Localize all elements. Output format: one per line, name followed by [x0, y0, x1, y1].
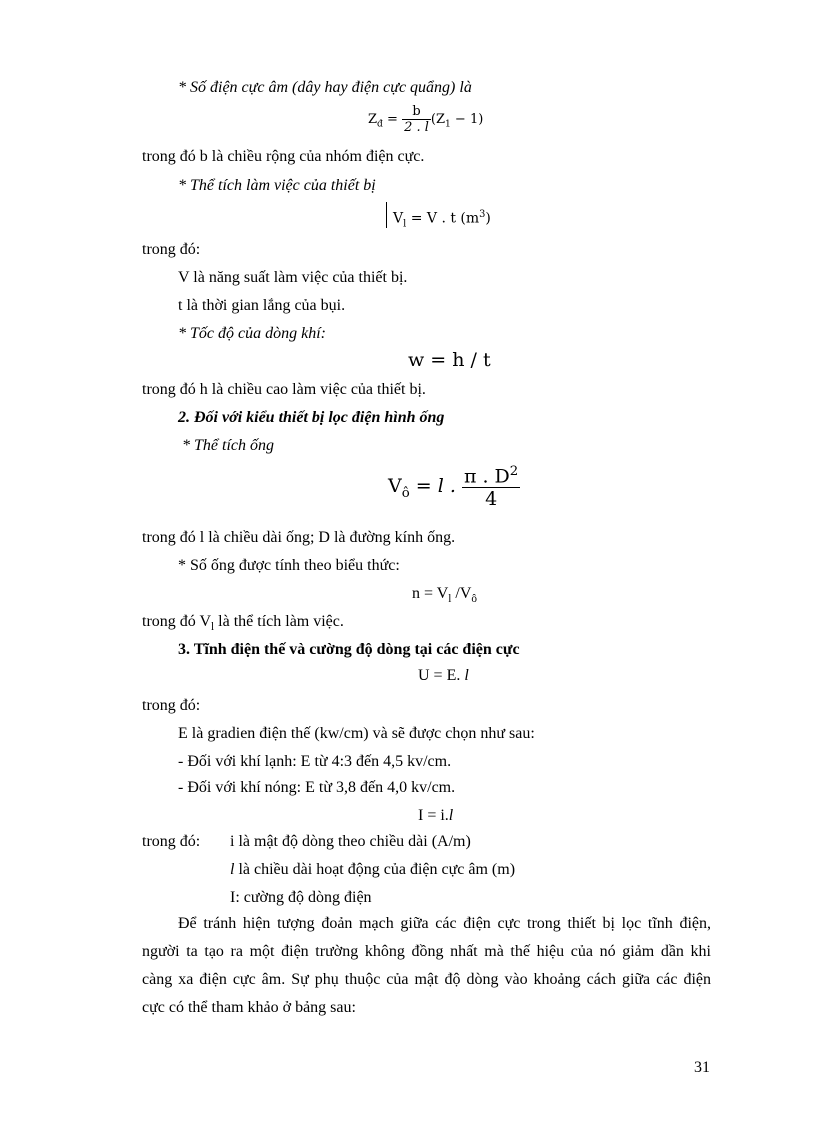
- where-label-2: trong đó:: [142, 697, 201, 714]
- paragraph-line: cực có thể tham khảo ở bảng sau:: [142, 999, 356, 1016]
- where-l-d-text: trong đó l là chiều dài ống; D là đường kính ống.: [142, 529, 456, 546]
- electrode-count-heading: * Số điện cực âm (dây hay điện cực quẩng) là: [178, 79, 472, 96]
- l-definition: l là chiều dài hoạt động của điện cực âm (m): [230, 861, 516, 878]
- tube-volume-heading: * Thể tích ống: [182, 437, 274, 454]
- cold-gas-item: - Đối với khí lạnh: E từ 4:3 đến 4,5 kv/cm.: [178, 753, 452, 770]
- i-definition: i là mật độ dòng theo chiều dài (A/m): [230, 833, 471, 850]
- where-label: trong đó:: [142, 241, 201, 258]
- fraction: $\frac{b}{2 . l}$: [404, 104, 429, 135]
- formula-tube-count: $n = V_l$ $/V_ô$: [412, 585, 477, 606]
- paragraph-line: Để tránh hiện tượng đoản mạch giữa các điện cực trong thiết bị lọc tĩnh điện,: [178, 915, 711, 932]
- volume-heading: * Thể tích làm việc của thiết bị: [178, 177, 376, 194]
- section-3-heading: 3. Tĩnh điện thế và cường độ dòng tại các điện cực: [178, 641, 520, 658]
- formula-current: I = i.l: [418, 807, 454, 824]
- where-v1-text: trong đó $V_l$ là thể tích làm việc.: [142, 613, 344, 634]
- hot-gas-item: - Đối với khí nóng: E từ 3,8 đến 4,0 kv/cm.: [178, 779, 456, 796]
- big-i-definition: I: cường độ dòng điện: [230, 889, 372, 906]
- formula-voltage: U = E. l: [418, 667, 469, 684]
- where-label-3: trong đó:: [142, 833, 201, 850]
- speed-heading: * Tốc độ của dòng khí:: [178, 325, 326, 342]
- fraction: $\frac{\pi . D^2}{4}$: [463, 464, 519, 511]
- t-definition: t là thời gian lắng của bụi.: [178, 297, 346, 314]
- paragraph-line: càng xa điện cực âm. Sự phụ thuộc của mật độ dòng vào khoảng cách giữa các điện: [142, 971, 711, 988]
- v-definition: V là năng suất làm việc của thiết bị.: [178, 269, 408, 286]
- where-h-text: trong đó h là chiều cao làm việc của thiết bị.: [142, 381, 426, 398]
- formula-working-volume: $V_l = V$ . t $(m^3)$: [386, 202, 491, 228]
- section-2-heading: 2. Đối với kiểu thiết bị lọc điện hình ống: [178, 409, 445, 426]
- paragraph-line: người ta tạo ra một điện trường không đồng nhất mà thế hiệu của nó giảm dần khi: [142, 943, 711, 960]
- e-definition: E là gradien điện thế (kw/cm) và sẽ được chọn như sau:: [178, 725, 535, 742]
- formula-tube-volume: $V_ô = l$ . $\frac{\pi . D^2}{4}$: [388, 464, 519, 511]
- page-number: 31: [694, 1059, 710, 1076]
- tube-count-heading: * Số ống được tính theo biểu thức:: [178, 557, 400, 574]
- where-b-text: trong đó b là chiều rộng của nhóm điện cực.: [142, 148, 425, 165]
- formula-electrode-count: $Z_đ$ = $\frac{b}{2 . l}$ $(Z_1 - 1)$: [368, 104, 484, 135]
- formula-gas-speed: w = h / t: [408, 349, 491, 371]
